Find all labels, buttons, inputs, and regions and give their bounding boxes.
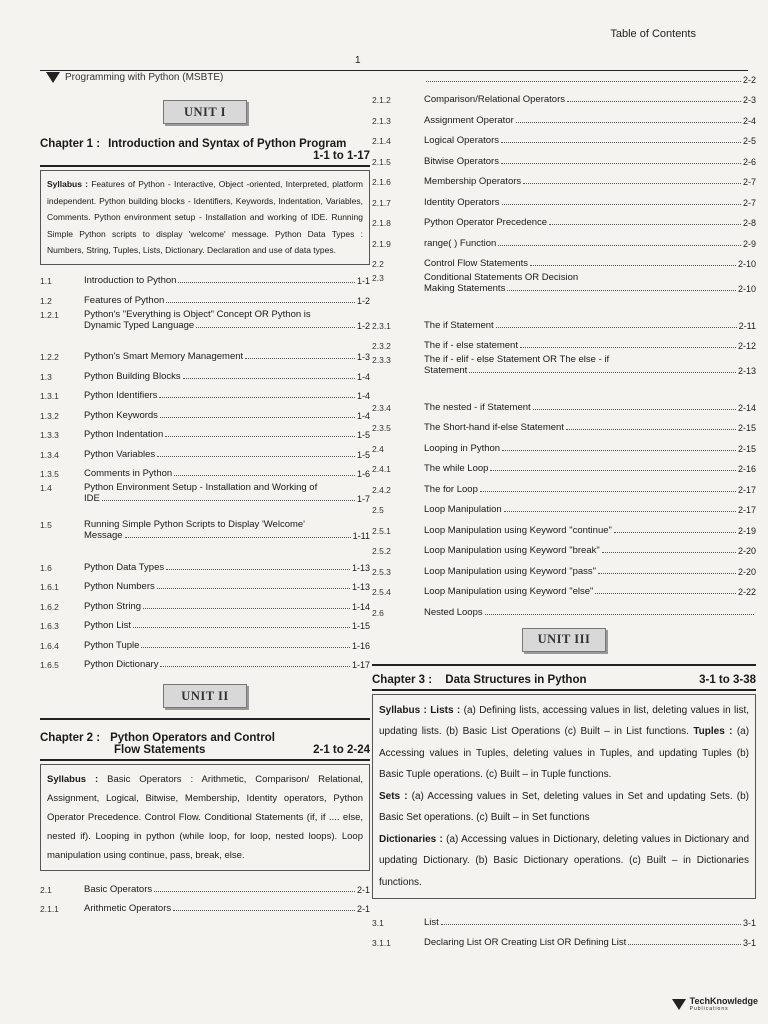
toc-entry-page: 1-15 (351, 621, 370, 631)
toc-entry-page: 2-8 (742, 218, 756, 228)
toc-entry-page: 1-11 (352, 531, 370, 541)
toc-entry-number: 2.2 (372, 259, 384, 269)
toc-entry-number: 1.3.2 (40, 410, 59, 421)
syllabus-lists-label: Lists : (430, 704, 461, 716)
toc-entry-title-line2: Message (84, 530, 123, 541)
toc-entry-number: 1.1 (40, 276, 52, 286)
toc-leader-dots (174, 475, 355, 476)
toc-entry-title: The if - else statement (424, 340, 518, 351)
toc-entry-title: The Short-hand if-else Statement (424, 422, 564, 433)
toc-entry[interactable] (372, 495, 756, 516)
toc-entry-title: Arithmetic Operators (84, 903, 172, 914)
toc-entry-page: 1-4 (356, 391, 370, 401)
toc-entry-title: Python Indentation (84, 429, 164, 440)
toc-entry[interactable] (372, 146, 756, 167)
toc-entry[interactable] (372, 249, 756, 270)
toc-entry-title: Python Keywords (84, 409, 158, 421)
chapter-3-prefix: Chapter 3 : (372, 673, 433, 686)
toc-entry-title: List (424, 916, 439, 928)
toc-entry-page: 2-11 (738, 320, 756, 331)
toc-entry-title: Loop Manipulation using Keyword "else" (424, 586, 594, 597)
toc-entry-title: Features of Python (84, 294, 165, 306)
chapter-2-title-line2: Flow Statements (114, 744, 206, 756)
toc-entry-page: 2-7 (742, 177, 756, 187)
toc-entry-title: Python String (84, 600, 142, 612)
toc-entry-title: Running Simple Python Scripts to Display 'Welcome' (84, 519, 305, 530)
toc-entry-title: Python's "Everything is Object" Concept OR Python is (84, 308, 311, 320)
toc-entry-number: 1.2.2 (40, 352, 59, 362)
toc-entry-title: The while Loop (424, 463, 489, 474)
toc-entry-number: 2.1 (40, 884, 52, 895)
toc-entry-title: Declaring List OR Creating List OR Defining List (424, 937, 627, 948)
toc-entry-page: 2-7 (742, 197, 756, 208)
toc-entry[interactable] (40, 362, 370, 382)
toc-entry-page: 1-17 (351, 660, 370, 670)
toc-entry-number: 2.1.8 (372, 218, 391, 228)
toc-entry-title: Python List (84, 620, 131, 631)
toc-entry-number: 2.4.2 (372, 484, 391, 495)
right-column (372, 64, 756, 948)
toc-entry[interactable] (372, 413, 756, 434)
toc-entry[interactable] (372, 577, 756, 598)
toc-leader-dots (143, 608, 350, 609)
toc-entry[interactable] (372, 187, 756, 208)
toc-entry[interactable] (40, 440, 370, 460)
toc-entry-title: Logical Operators (424, 135, 499, 146)
toc-entry[interactable] (40, 382, 370, 402)
toc-entry[interactable] (372, 474, 756, 495)
toc-leader-dots (504, 511, 736, 512)
toc-leader-dots (245, 358, 355, 359)
toc-entry[interactable] (40, 553, 370, 573)
book-title-text: Programming with Python (MSBTE) (65, 72, 224, 83)
toc-entry-title: Basic Operators (84, 883, 153, 895)
toc-entry-page: 1-2 (356, 295, 370, 306)
syllabus-lists-text: (a) Defining lists, accessing values in list, deleting values in list, updating lists. (b) Basic List Operations (c) Built – in List functions. (379, 704, 750, 737)
toc-entry-number: 1.6.3 (40, 621, 59, 631)
toc-leader-dots (154, 891, 355, 892)
toc-entry-number: 1.2 (40, 295, 52, 306)
toc-entry-page: 2-17 (737, 505, 756, 515)
toc-leader-dots (441, 924, 741, 925)
toc-entry-page: 2-17 (737, 484, 756, 495)
toc-leader-dots (501, 142, 741, 143)
toc-leader-dots (595, 593, 736, 594)
toc-entry-title: Introduction to Python (84, 275, 177, 286)
toc-entry-title: Python Dictionary (84, 659, 159, 670)
toc-leader-dots (502, 204, 741, 205)
toc-entry-page: 2-20 (737, 546, 756, 556)
toc-leader-dots (485, 614, 754, 615)
toc-entry[interactable] (372, 208, 756, 229)
toc-entry-number: 2.5.2 (372, 546, 391, 556)
toc-entry-title-line2: IDE (84, 493, 100, 504)
toc-leader-dots (196, 327, 355, 328)
toc-entry-page: 2-13 (737, 366, 756, 376)
toc-entry-title: Python Identifiers (84, 390, 158, 401)
toc-entry-page: 1-6 (356, 469, 370, 479)
toc-entry-title: Loop Manipulation using Keyword "continue" (424, 524, 612, 536)
toc-entry-number: 2.1.1 (40, 904, 59, 914)
toc-leader-dots (567, 101, 741, 102)
toc-entry-title: The nested - if Statement (424, 401, 531, 413)
toc-entry-title: Python Data Types (84, 561, 165, 573)
toc-entry[interactable] (372, 433, 756, 454)
toc-entry[interactable] (40, 612, 370, 632)
page-header-right: Table of Contents (610, 28, 696, 40)
toc-entry-number: 1.5 (40, 520, 52, 530)
publisher-sub: Publications (689, 1006, 729, 1012)
toc-leader-dots (523, 183, 741, 184)
chapter-3-pages: 3-1 to 3-38 (699, 673, 756, 686)
toc-leader-dots (141, 647, 350, 648)
chapter-1-pages: 1-1 to 1-17 (313, 150, 370, 162)
toc-leader-dots (165, 436, 355, 437)
toc-entry[interactable] (372, 928, 756, 949)
toc-leader-dots (426, 81, 741, 82)
toc-entry-title: The if Statement (424, 319, 494, 331)
toc-entry-number: 1.3.1 (40, 391, 59, 401)
toc-entry-title: Membership Operators (424, 176, 522, 187)
toc-leader-dots (498, 245, 741, 246)
toc-entry[interactable] (40, 592, 370, 612)
toc-entry[interactable] (40, 875, 370, 895)
toc-entry[interactable] (40, 267, 370, 287)
syllabus-tuples-label: Tuples : (693, 726, 733, 737)
toc-entry-page: 1-5 (356, 449, 370, 460)
book-title (46, 72, 223, 83)
toc-leader-dots (602, 552, 736, 553)
toc-entry-page: 2-16 (737, 464, 756, 474)
chapter-1-syllabus (40, 170, 370, 265)
chapter-3-toc (372, 907, 756, 948)
chapter-2-pages: 2-1 to 2-24 (313, 744, 370, 756)
toc-entry-page: 2-12 (737, 341, 756, 351)
toc-entry-page: 1-16 (351, 640, 370, 651)
toc-entry[interactable] (40, 401, 370, 421)
toc-leader-dots (520, 347, 736, 348)
toc-entry-number: 1.6 (40, 562, 52, 573)
chapter-3-syllabus (372, 694, 756, 900)
toc-entry-title: Identity Operators (424, 196, 500, 208)
toc-entry-title: Python Numbers (84, 581, 155, 592)
page-number: 1 (355, 55, 361, 66)
toc-leader-dots (496, 327, 737, 328)
toc-entry-title: range( ) Function (424, 237, 497, 249)
toc-entry[interactable] (40, 479, 370, 516)
syllabus-text: Basic Operators : Arithmetic, Comparison/ Relational, Assignment, Logical, Bitwise, Membership, Identity operators, Python Operator Precedence. Control Flow. Conditional Statements (if, if .... else, nested if). Looping in python (while loop, for loop, nested loops). Loop manipulation using continue, pass, break, else. (47, 774, 363, 861)
toc-entry-number: 2.1.9 (372, 238, 391, 249)
toc-entry-title: Nested Loops (424, 606, 483, 618)
toc-leader-dots (533, 409, 736, 410)
toc-entry-page: 2-9 (742, 238, 756, 249)
toc-entry-title: Assignment Operator (424, 114, 514, 126)
toc-entry-title: Looping in Python (424, 442, 501, 454)
chapter-1-title: Introduction and Syntax of Python Program (108, 138, 347, 150)
toc-entry-page: 3-1 (742, 938, 756, 948)
unit-2-label: UNIT II (163, 684, 247, 708)
toc-entry[interactable] (40, 460, 370, 480)
unit-1-label: UNIT I (163, 100, 247, 124)
toc-leader-dots (628, 944, 741, 945)
toc-entry-page: 2-2 (742, 74, 756, 85)
toc-entry-number: 2.4.1 (372, 464, 391, 474)
toc-leader-dots (166, 302, 355, 303)
toc-entry-page: 1-13 (351, 562, 370, 573)
chapter-3-heading (372, 664, 756, 691)
toc-entry-page: 1-4 (356, 371, 370, 382)
toc-entry-number: 2.1.3 (372, 115, 391, 126)
toc-entry-number: 3.1 (372, 917, 384, 928)
footer-logo (672, 996, 758, 1012)
toc-entry[interactable] (40, 651, 370, 671)
toc-entry-number: 1.3.5 (40, 469, 59, 479)
toc-leader-dots (469, 372, 736, 373)
toc-entry[interactable] (372, 105, 756, 126)
toc-entry-page: 2-22 (737, 587, 756, 597)
toc-entry-page: 2-10 (737, 284, 756, 294)
toc-entry-number: 1.6.1 (40, 582, 59, 592)
toc-leader-dots (159, 397, 355, 398)
toc-entry-page: 2-1 (356, 904, 370, 914)
toc-entry[interactable] (372, 64, 756, 85)
toc-entry-page: 1-3 (356, 352, 370, 362)
toc-leader-dots (157, 456, 355, 457)
syllabus-dict-label: Dictionaries : (379, 833, 443, 845)
toc-entry-number: 2.1.7 (372, 197, 391, 208)
toc-entry-page: 1-14 (351, 601, 370, 612)
toc-leader-dots (178, 282, 355, 283)
toc-entry-title-line2: Dynamic Typed Language (84, 319, 195, 331)
toc-entry[interactable] (372, 351, 756, 392)
toc-entry-number: 1.6.2 (40, 601, 59, 612)
chapter-1-toc (40, 267, 370, 671)
syllabus-sets-text: (a) Accessing values in Set, deleting values in Set and updating Sets. (b) Basic Set operations. (c) Built – in Set functions (379, 790, 750, 823)
syllabus-label: Syllabus : (47, 774, 99, 785)
toc-entry[interactable] (372, 126, 756, 147)
toc-entry-page: 2-19 (737, 525, 756, 536)
toc-leader-dots (516, 122, 741, 123)
toc-entry-number: 2.3.3 (372, 355, 391, 365)
toc-entry-number: 1.2.1 (40, 309, 59, 320)
toc-entry-page: 2-15 (737, 443, 756, 454)
toc-entry[interactable] (372, 331, 756, 352)
toc-entry-page: 2-4 (742, 115, 756, 126)
chapter-2-toc-left (40, 875, 370, 914)
toc-leader-dots (166, 569, 350, 570)
toc-entry-number: 2.3.4 (372, 402, 391, 413)
toc-leader-dots (173, 910, 355, 911)
toc-entry-page: 2-10 (737, 259, 756, 269)
toc-entry-page: 2-1 (356, 884, 370, 895)
toc-leader-dots (598, 573, 736, 574)
toc-entry-page: 2-20 (737, 566, 756, 577)
toc-entry-number: 2.3.5 (372, 423, 391, 433)
chapter-2-toc-right (372, 64, 756, 618)
toc-entry[interactable] (372, 85, 756, 106)
toc-entry[interactable] (372, 269, 756, 310)
toc-entry-number: 1.3.4 (40, 449, 59, 460)
toc-entry[interactable] (40, 306, 370, 343)
syllabus-tuples-text: (a) Accessing values in Tuples, deleting values in Tuples, and updating Tuples (b) Basic Tuple operations. (c) Built – in Tuple functions. (379, 726, 750, 780)
toc-leader-dots (183, 378, 355, 379)
toc-entry-page: 1-4 (356, 410, 370, 421)
toc-entry-number: 2.5.1 (372, 525, 391, 536)
toc-entry-page: 1-7 (356, 494, 370, 504)
toc-entry[interactable] (40, 421, 370, 441)
syllabus-sets-label: Sets : (379, 790, 408, 802)
toc-entry-number: 2.3 (372, 273, 384, 283)
toc-entry-page: 1-1 (356, 276, 370, 286)
toc-entry-number: 1.3 (40, 371, 52, 382)
toc-leader-dots (501, 163, 741, 164)
toc-entry-number: 1.6.4 (40, 640, 59, 651)
syllabus-label: Syllabus : (47, 179, 88, 189)
toc-entry-title: Comments in Python (84, 468, 173, 479)
toc-entry-title: Bitwise Operators (424, 155, 499, 167)
toc-leader-dots (566, 429, 736, 430)
toc-entry-title: Python Tuple (84, 639, 140, 651)
toc-leader-dots (480, 491, 736, 492)
toc-entry-page: 3-1 (742, 917, 756, 928)
publisher-name: TechKnowledge (689, 996, 758, 1006)
toc-entry-title: Python Building Blocks (84, 370, 181, 382)
toc-entry[interactable] (372, 310, 756, 331)
toc-entry[interactable] (372, 907, 756, 928)
syllabus-label: Syllabus : (379, 704, 427, 716)
toc-leader-dots (502, 450, 736, 451)
toc-entry-title: The for Loop (424, 483, 478, 495)
toc-entry-number: 2.5 (372, 505, 384, 515)
syllabus-dict-text: (a) Accessing values in Dictionary, deleting values in Dictionary and updating Dictionary. (b) Basic Dictionary operations. (c) Built – in Dictionaries functions. (379, 833, 750, 888)
toc-entry-title: Conditional Statements OR Decision (424, 272, 579, 283)
toc-entry[interactable] (372, 167, 756, 188)
publisher-logo-icon (46, 72, 60, 83)
toc-entry[interactable] (40, 631, 370, 651)
toc-entry-number: 2.3.2 (372, 341, 391, 351)
toc-entry-title: Python Variables (84, 448, 156, 460)
chapter-2-syllabus (40, 764, 370, 871)
toc-entry-title: Loop Manipulation using Keyword "break" (424, 545, 600, 556)
toc-entry-number: 2.5.4 (372, 587, 391, 597)
toc-entry[interactable] (372, 597, 756, 618)
chapter-1-heading (40, 134, 370, 167)
toc-entry[interactable] (372, 536, 756, 557)
toc-entry[interactable] (40, 895, 370, 915)
toc-entry-number: 2.6 (372, 607, 384, 618)
toc-entry-page: 2-14 (737, 402, 756, 413)
toc-entry-title: Comparison/Relational Operators (424, 94, 565, 105)
toc-entry-page: 2-3 (742, 95, 756, 105)
toc-entry-number: 2.5.3 (372, 566, 391, 577)
toc-entry-number: 2.1.4 (372, 136, 391, 146)
toc-leader-dots (507, 290, 736, 291)
toc-entry[interactable] (372, 454, 756, 475)
toc-entry-title-line2: Statement (424, 365, 468, 376)
toc-entry-number: 1.3.3 (40, 430, 59, 440)
toc-leader-dots (157, 588, 350, 589)
publisher-logo-icon (672, 999, 686, 1010)
syllabus-text: Features of Python - Interactive, Object -oriented, Interpreted, platform independent. Python building blocks - Identifiers, Keywords, Indentation, Variables, Comments. Python environment setup - Installation and working of IDE. Running Simple Python scripts to display 'welcome' message. Python Data Types : Numbers, String, Tuples, Lists, Dictionary. Declaration and use of data types. (47, 179, 364, 255)
toc-leader-dots (133, 627, 350, 628)
toc-leader-dots (102, 500, 355, 501)
toc-entry-number: 1.4 (40, 483, 52, 493)
toc-entry-number: 3.1.1 (372, 938, 391, 948)
toc-entry-title: Python Operator Precedence (424, 217, 548, 228)
chapter-3-title: Data Structures in Python (445, 673, 587, 686)
toc-entry-page: 1-5 (356, 430, 370, 440)
toc-entry-number: 1.6.5 (40, 660, 59, 670)
toc-leader-dots (614, 532, 736, 533)
toc-entry-page: 2-6 (742, 156, 756, 167)
toc-leader-dots (490, 470, 736, 471)
toc-entry-number: 2.1.5 (372, 156, 391, 167)
toc-entry-number: 2.3.1 (372, 320, 391, 331)
toc-entry-page: 2-5 (742, 136, 756, 146)
toc-leader-dots (160, 417, 355, 418)
toc-entry-number: 2.4 (372, 443, 384, 454)
toc-entry-title: Loop Manipulation using Keyword "pass" (424, 565, 597, 577)
chapter-2-title: Python Operators and Control (110, 732, 275, 744)
toc-entry[interactable] (372, 556, 756, 577)
toc-leader-dots (125, 537, 351, 538)
toc-leader-dots (549, 224, 741, 225)
toc-entry-title-line2: Making Statements (424, 283, 506, 294)
unit-3-label: UNIT III (522, 628, 606, 652)
chapter-1-prefix: Chapter 1 : (40, 138, 101, 150)
toc-entry-title: The if - elif - else Statement OR The else - if (424, 354, 610, 365)
toc-entry[interactable] (372, 515, 756, 536)
toc-entry-title: Control Flow Statements (424, 258, 529, 269)
toc-entry-title: Python's Smart Memory Management (84, 351, 244, 362)
toc-leader-dots (530, 265, 736, 266)
toc-entry[interactable] (40, 286, 370, 306)
toc-entry-page: 1-13 (351, 582, 370, 592)
toc-entry[interactable] (40, 343, 370, 363)
toc-entry[interactable] (372, 228, 756, 249)
toc-entry[interactable] (40, 573, 370, 593)
toc-entry[interactable] (372, 392, 756, 413)
chapter-2-heading (40, 718, 370, 761)
toc-entry[interactable] (40, 516, 370, 553)
toc-entry-page: 2-15 (737, 423, 756, 433)
toc-entry-title: Loop Manipulation (424, 504, 502, 515)
toc-entry-title: Python Environment Setup - Installation and Working of (84, 482, 318, 493)
toc-entry-number: 2.1.2 (372, 95, 391, 105)
toc-entry-number: 2.1.6 (372, 177, 391, 187)
chapter-2-prefix: Chapter 2 : (40, 732, 101, 744)
left-column (40, 100, 370, 914)
toc-entry-page: 1-2 (356, 320, 370, 331)
toc-leader-dots (160, 666, 350, 667)
